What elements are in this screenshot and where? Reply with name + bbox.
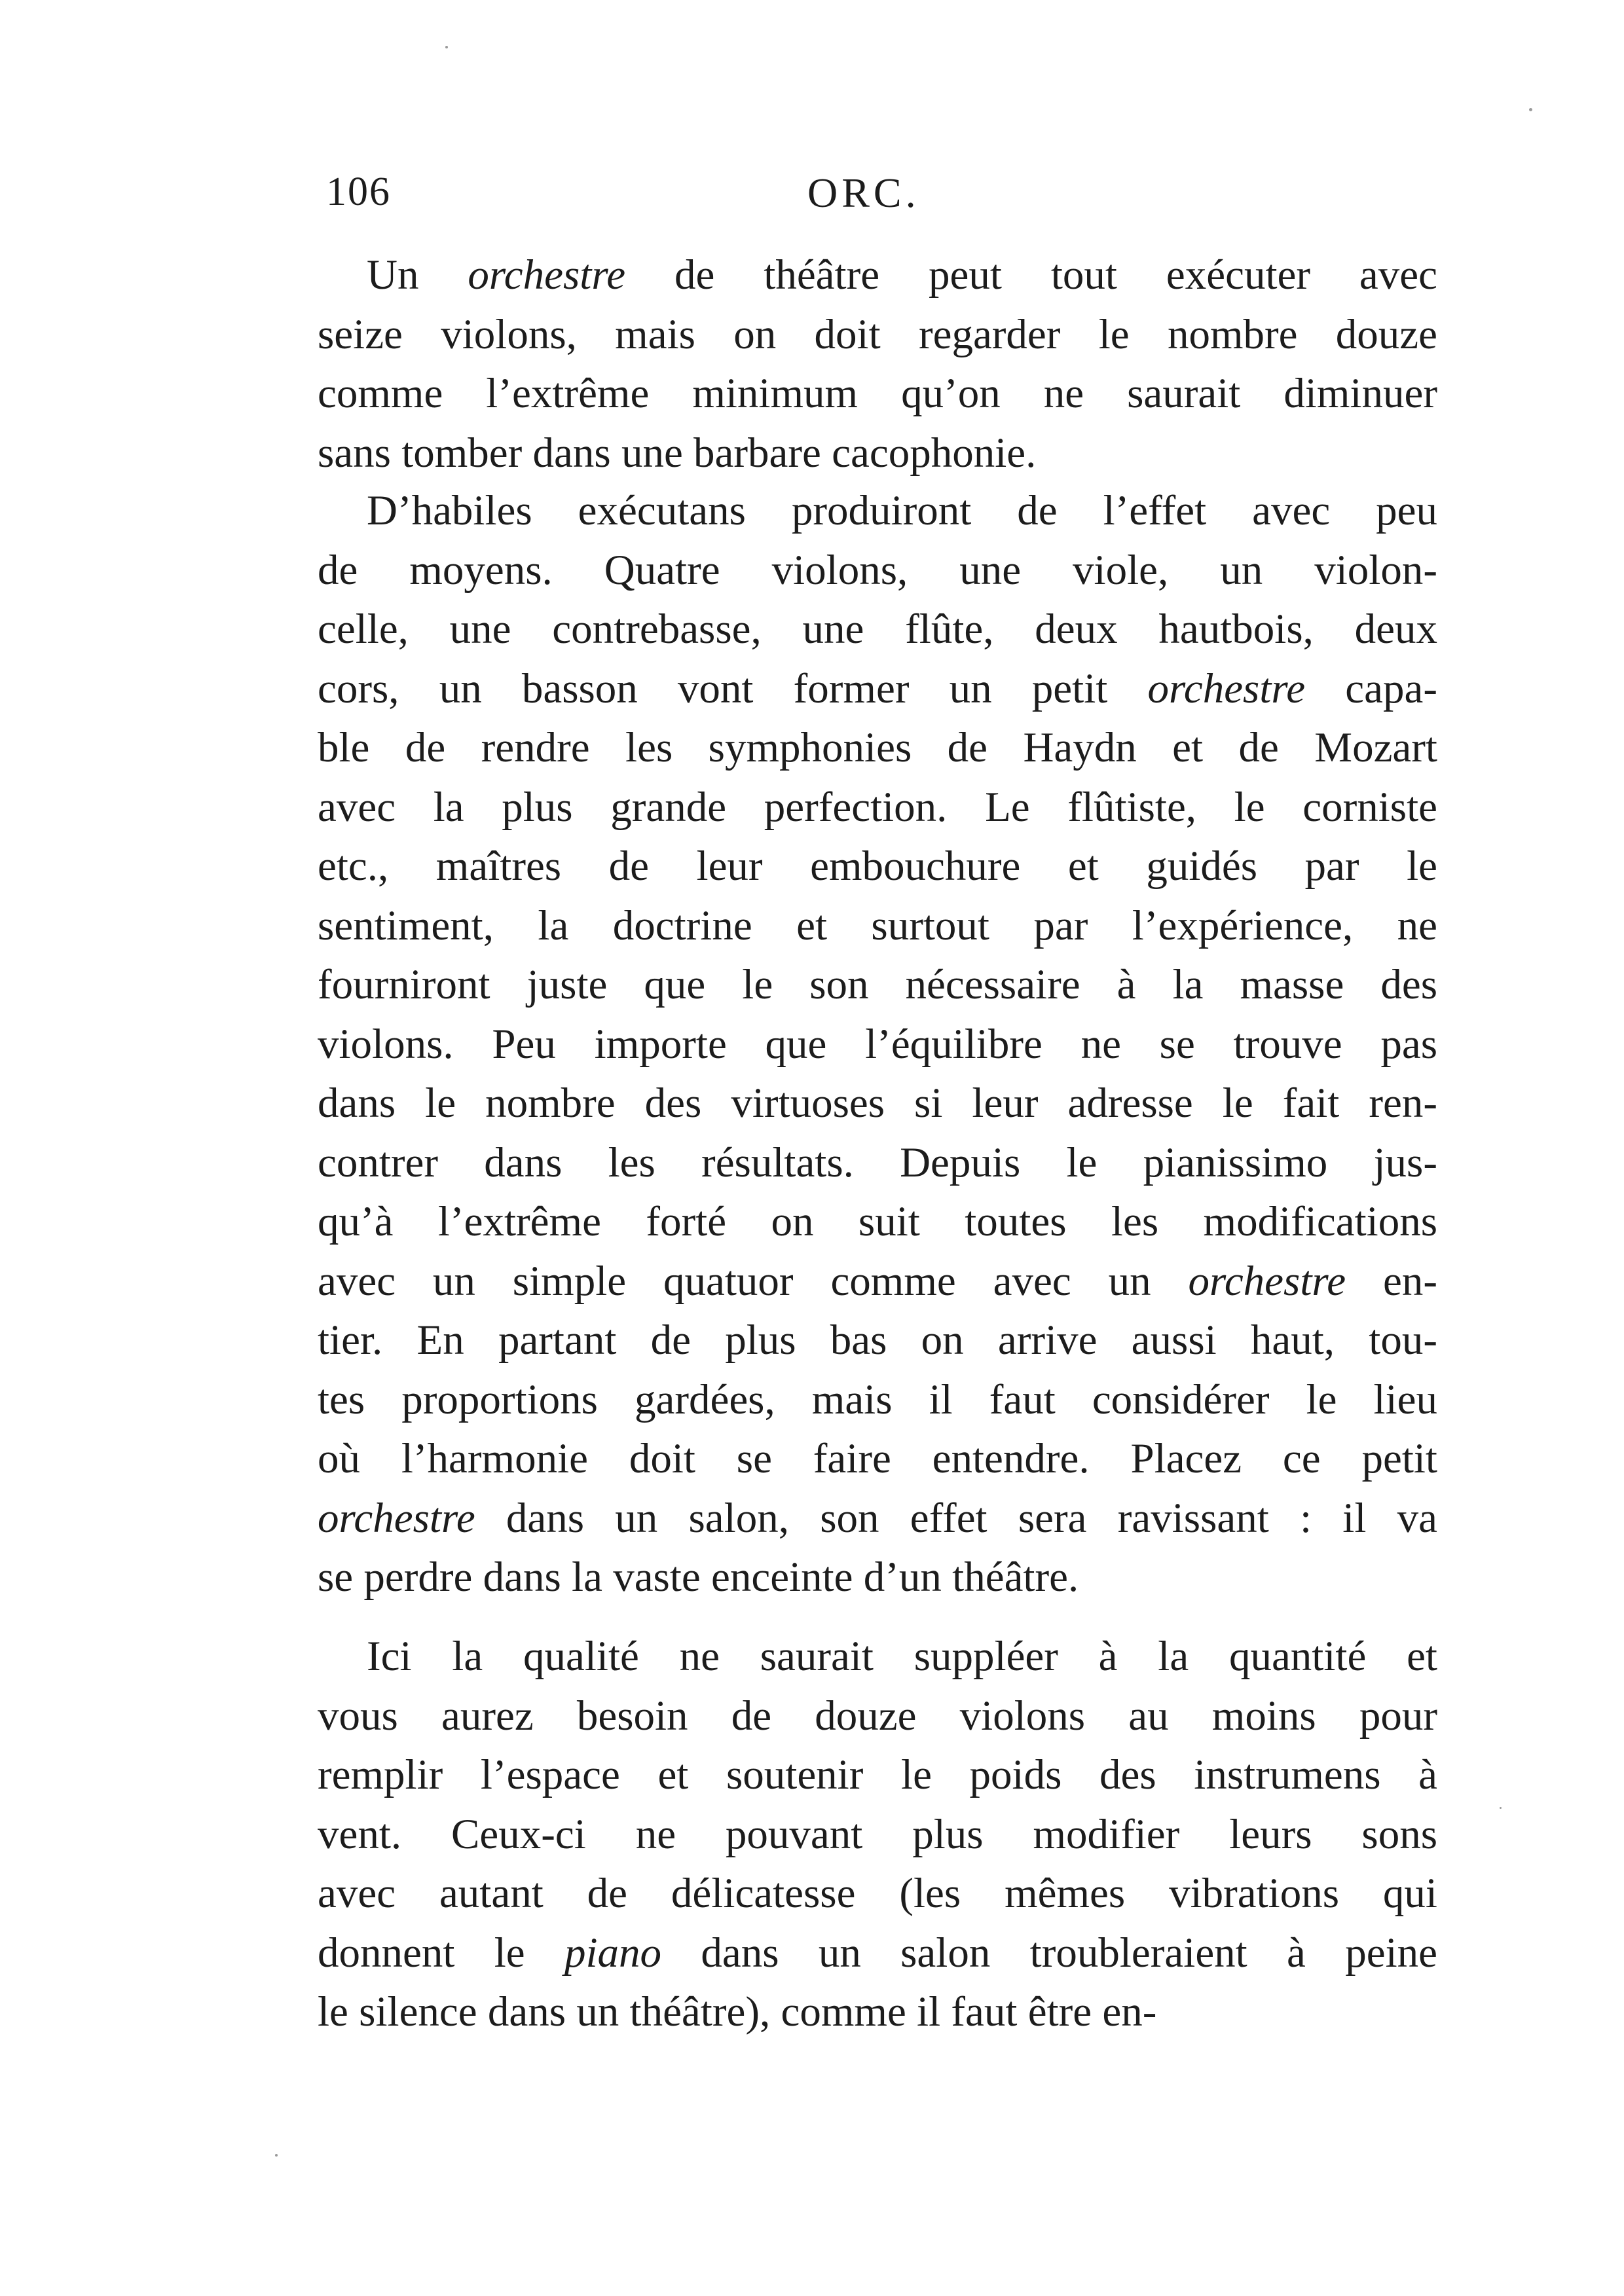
text-run: cors, un basson vont former un petit [318, 665, 1148, 712]
text-run: seize violons, mais on doit regarder le nombre douze [318, 310, 1437, 358]
italic-word: orchestre [468, 251, 626, 299]
text-run: celle, une contrebasse, une flûte, deux hautbois, deux [318, 606, 1437, 653]
text-run: de théâtre peut tout exécuter avec [625, 251, 1437, 299]
text-line [318, 1137, 1437, 1189]
text-line [318, 427, 1437, 479]
text-run: capa- [1305, 665, 1437, 712]
text-line [318, 1492, 1437, 1544]
text-run: dans un salon, son effet sera ravissant : il va [475, 1494, 1437, 1542]
text-line [318, 840, 1437, 892]
italic-word: orchestre [1188, 1257, 1346, 1305]
text-line [318, 958, 1437, 1011]
page-number: 106 [326, 170, 391, 214]
text-line [318, 663, 1437, 715]
running-head: ORC. [807, 170, 920, 216]
text-run: avec la plus grande perfection. Le flûtiste, le corniste [318, 783, 1437, 831]
text-run: avec autant de délicatesse (les mêmes vibrations qui [318, 1870, 1437, 1917]
text-run: donnent le [318, 1929, 564, 1977]
text-line [318, 1374, 1437, 1426]
paper-speck [1529, 108, 1532, 111]
text-run: se perdre dans la vaste enceinte d’un théâtre. [318, 1554, 1079, 1601]
text-line [318, 1551, 1437, 1603]
text-run: tier. En partant de plus bas on arrive aussi haut, tou- [318, 1317, 1437, 1364]
text-line [318, 1018, 1437, 1070]
text-run: remplir l’espace et soutenir le poids des instrumens à [318, 1751, 1437, 1798]
text-run: ble de rendre les symphonies de Haydn et de Mozart [318, 724, 1437, 771]
text-line [318, 1808, 1437, 1861]
text-line [318, 1867, 1437, 1920]
text-line [318, 1690, 1437, 1742]
italic-word: piano [564, 1929, 662, 1977]
text-run: Ici la qualité ne saurait suppléer à la quantité et [367, 1633, 1437, 1680]
text-run: dans un salon troubleraient à peine [661, 1929, 1437, 1977]
paper-speck [445, 46, 448, 48]
text-line [367, 484, 1437, 537]
text-line [318, 367, 1437, 420]
italic-word: orchestre [318, 1494, 475, 1542]
text-line [367, 249, 1437, 301]
text-run: contrer dans les résultats. Depuis le pianissimo jus- [318, 1139, 1437, 1186]
text-run: qu’à l’extrême forté on suit toutes les modifications [318, 1198, 1437, 1245]
text-run: sans tomber dans une barbare cacophonie. [318, 429, 1037, 477]
text-run: en- [1346, 1257, 1437, 1305]
paper-speck [1500, 1807, 1502, 1809]
text-run: etc., maîtres de leur embouchure et guidés par le [318, 843, 1437, 890]
text-line [318, 1986, 1437, 2038]
text-line [318, 781, 1437, 833]
text-line [318, 900, 1437, 952]
text-line [318, 1927, 1437, 1979]
text-line [318, 544, 1437, 596]
text-line [367, 1630, 1437, 1683]
text-run: vous aurez besoin de douze violons au moins pour [318, 1692, 1437, 1740]
text-line [318, 1749, 1437, 1801]
text-line [318, 1255, 1437, 1307]
text-line [318, 721, 1437, 774]
text-line [318, 1432, 1437, 1485]
text-run: le silence dans un théâtre), comme il faut être en- [318, 1988, 1157, 2035]
text-run: comme l’extrême minimum qu’on ne saurait diminuer [318, 370, 1437, 417]
text-run: tes proportions gardées, mais il faut considérer le lieu [318, 1376, 1437, 1423]
text-run: de moyens. Quatre violons, une viole, un violon- [318, 546, 1437, 594]
text-run: vent. Ceux-ci ne pouvant plus modifier leurs sons [318, 1810, 1437, 1858]
text-line [318, 603, 1437, 655]
text-run: fourniront juste que le son nécessaire à la masse des [318, 961, 1437, 1008]
italic-word: orchestre [1147, 665, 1306, 712]
text-run: avec un simple quatuor comme avec un [318, 1257, 1189, 1305]
text-run: où l’harmonie doit se faire entendre. Placez ce petit [318, 1435, 1437, 1482]
text-line [318, 308, 1437, 361]
text-run: violons. Peu importe que l’équilibre ne se trouve pas [318, 1020, 1437, 1068]
text-line [318, 1195, 1437, 1248]
text-line [318, 1077, 1437, 1129]
text-run: Un [367, 251, 468, 299]
text-run: sentiment, la doctrine et surtout par l’expérience, ne [318, 902, 1437, 949]
text-run: dans le nombre des virtuoses si leur adresse le fait ren- [318, 1080, 1437, 1127]
text-run: D’habiles exécutans produiront de l’effet avec peu [367, 487, 1437, 534]
text-line [318, 1314, 1437, 1366]
paper-speck [275, 2154, 278, 2157]
